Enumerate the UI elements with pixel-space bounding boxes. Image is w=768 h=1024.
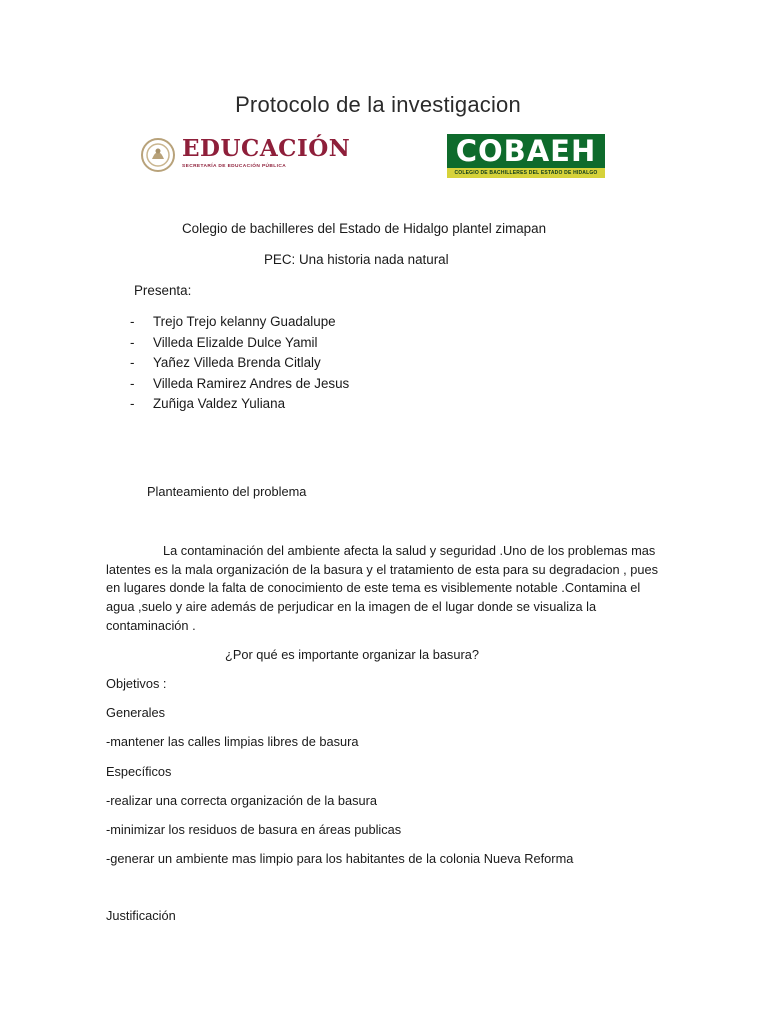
student-name: Trejo Trejo kelanny Guadalupe (153, 314, 336, 329)
student-list (130, 312, 430, 415)
objectives-label: Objetivos : (106, 676, 167, 691)
document-title: Protocolo de la investigacion (235, 92, 521, 117)
bullet-dash: - (130, 334, 135, 350)
problem-line-1: La contaminación del ambiente afecta la salud y seguridad .Uno de los problemas mas (163, 543, 656, 558)
specific-objective: -realizar una correcta organización de la basura (106, 793, 378, 808)
presenta-label: Presenta: (134, 283, 192, 298)
especificos-label: Específicos (106, 764, 172, 779)
pec-title: PEC: Una historia nada natural (264, 252, 449, 267)
problem-line-5: contaminación . (106, 618, 196, 633)
problem-line-4: agua ,suelo y aire además de perjudicar en la imagen de el lugar donde se visualiza la (106, 599, 597, 614)
bullet-dash: - (130, 355, 135, 370)
specific-objective: -generar un ambiente mas limpio para los habitantes de la colonia Nueva Reforma (106, 851, 574, 866)
general-objective: -mantener las calles limpias libres de basura (106, 734, 359, 749)
mexico-seal-icon (140, 137, 176, 173)
cobaeh-logo (447, 134, 605, 178)
problem-line-2: latentes es la mala organización de la basura y el tratamiento de esta para su degradacion , pues (106, 562, 659, 577)
research-question: ¿Por qué es importante organizar la basura? (225, 647, 479, 662)
educacion-logo (140, 135, 351, 177)
cobaeh-wordmark: COBAEH (455, 134, 597, 168)
educacion-subtitle: SECRETARÍA DE EDUCACIÓN PÚBLICA (182, 164, 287, 169)
educacion-wordmark: EDUCACIÓN (182, 135, 351, 162)
bullet-dash: - (130, 314, 135, 329)
student-name: Villeda Ramirez Andres de Jesus (153, 375, 350, 391)
bullet-dash: - (130, 396, 135, 411)
generales-label: Generales (106, 705, 166, 720)
specific-objective: -minimizar los residuos de basura en áreas publicas (106, 822, 402, 837)
student-name: Zuñiga Valdez Yuliana (153, 396, 286, 411)
bullet-dash: - (130, 375, 135, 391)
problem-heading: Planteamiento del problema (147, 484, 307, 499)
student-name: Yañez Villeda Brenda Citlaly (153, 355, 321, 370)
list-item (130, 394, 430, 415)
cobaeh-subtitle: COLEGIO DE BACHILLERES DEL ESTADO DE HIDALGO (447, 168, 605, 178)
student-name: Villeda Elizalde Dulce Yamil (153, 334, 318, 350)
list-item (130, 333, 430, 354)
problem-line-3: en lugares donde la falta de conocimiento de este tema es visiblemente notable .Contamina el (106, 580, 641, 595)
justification-heading: Justificación (106, 908, 176, 923)
list-item (130, 374, 430, 395)
institution-name: Colegio de bachilleres del Estado de Hidalgo plantel zimapan (182, 221, 547, 236)
list-item (130, 312, 430, 333)
list-item (130, 353, 430, 374)
